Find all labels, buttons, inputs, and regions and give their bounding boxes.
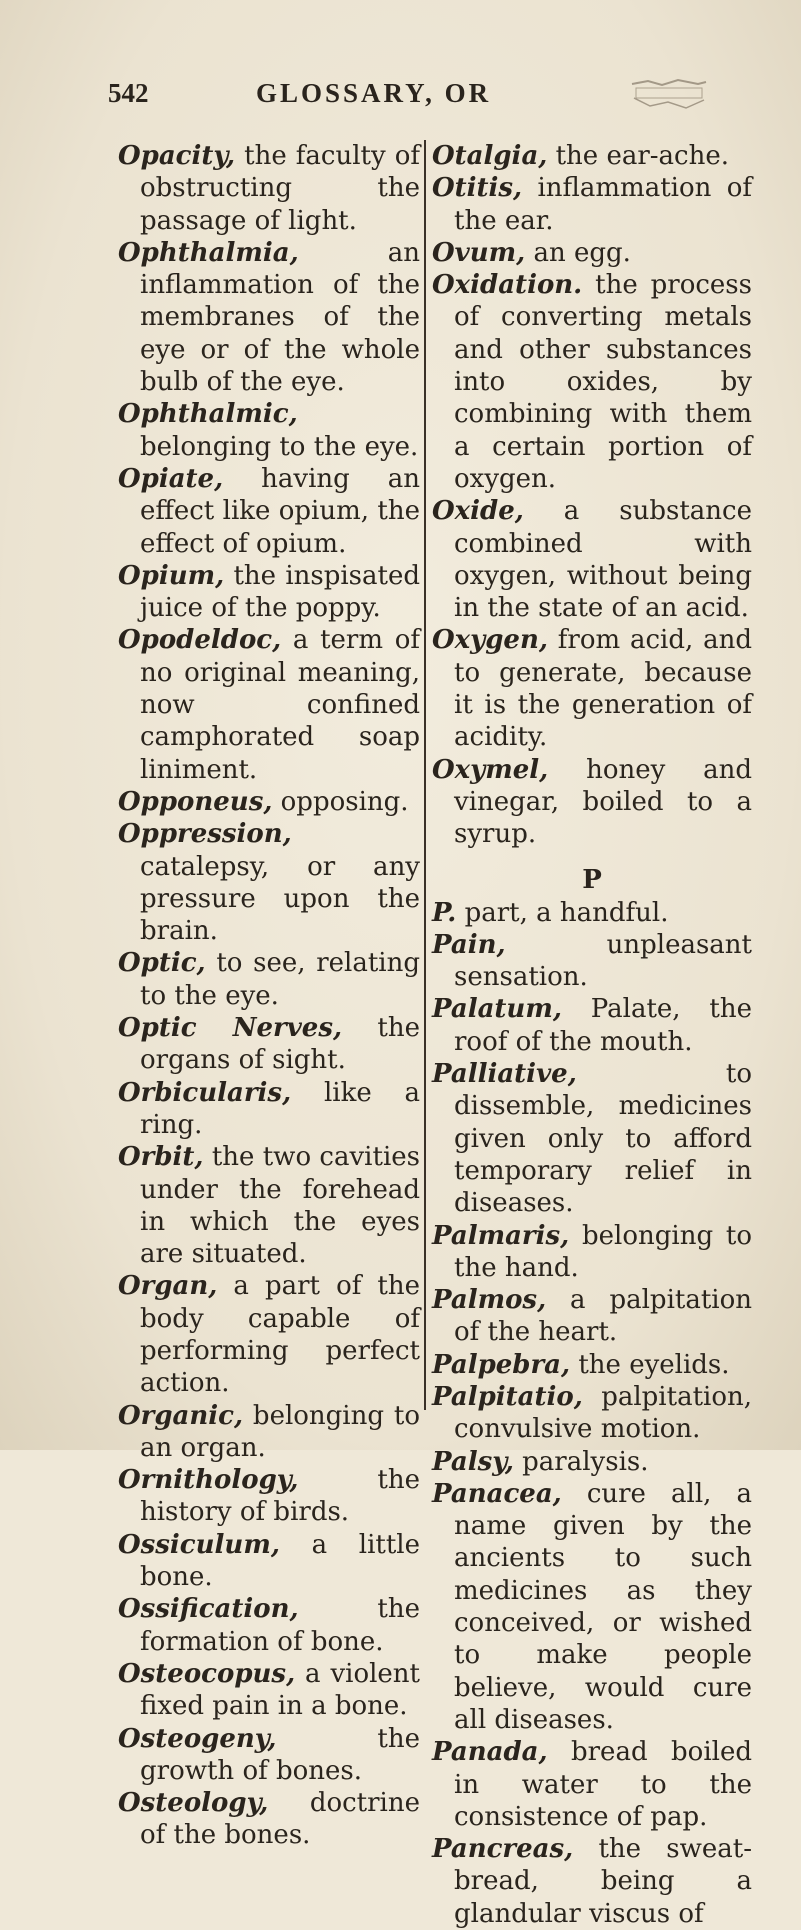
glossary-definition: a part of the body capable of performing perfect action. [140,1271,420,1399]
glossary-definition: palpitation, convulsive motion. [454,1381,752,1445]
glossary-term: Optic Nerves, [118,1013,343,1044]
glossary-definition: opposing. [280,786,409,817]
glossary-definition: the two cavities under the forehead in which the eyes are situated. [140,1142,420,1270]
glossary-entry [118,1593,420,1658]
glossary-entry [118,463,420,560]
glossary-entry [118,1400,420,1465]
glossary-definition: to dissemble, medicines given only to afford temporary relief in diseases. [454,1059,752,1219]
glossary-entry [118,1658,420,1723]
glossary-term: Opiate, [118,463,224,494]
page-number: 542 [108,78,149,108]
glossary-term: Otitis, [432,173,523,204]
right-column [432,140,753,1929]
glossary-definition: paralysis. [522,1446,649,1477]
glossary-entry [432,1833,752,1930]
glossary-definition: belonging to an organ. [140,1400,420,1463]
glossary-term: Organ, [118,1271,218,1302]
glossary-term: Palmos, [432,1285,547,1316]
glossary-term: Panada, [432,1737,548,1768]
glossary-term: Panacea, [432,1478,562,1509]
glossary-entry [432,1058,752,1219]
glossary-entry [118,786,420,818]
glossary-entry [432,754,752,851]
glossary-definition: cure all, a name given by the ancients to such medicines as they conceived, or wished to make people believe, would cure all diseases. [454,1478,752,1735]
glossary-definition: a palpitation of the heart. [454,1285,752,1348]
glossary-entry [432,1349,752,1381]
glossary-term: Opacity, [118,141,236,171]
glossary-term: Oxymel, [432,754,549,785]
running-head: GLOSSARY, OR [256,78,492,108]
glossary-definition: an inflammation of the membranes of the eye or of the whole bulb of the eye. [140,237,420,398]
glossary-definition: doctrine of the bones. [140,1788,420,1851]
glossary-entry [118,818,420,947]
glossary-definition: belonging to the eye. [140,431,419,462]
right-column-p-entries [432,897,752,1930]
glossary-definition: the inspisated juice of the poppy. [140,560,420,624]
glossary-definition: the sweat-bread, being a glandular viscus of [454,1834,752,1929]
glossary-entry [118,624,420,785]
glossary-entry [118,1464,420,1529]
glossary-entry [432,140,752,172]
page-header [108,78,748,128]
glossary-term: Opium, [118,560,225,591]
glossary-term: Osteocopus, [118,1658,296,1689]
glossary-entry [118,1787,420,1852]
glossary-definition: a violent fixed pain in a bone. [140,1658,420,1722]
glossary-term: Orbicularis, [118,1077,292,1108]
glossary-entry [118,947,420,1012]
glossary-entry [118,1141,420,1270]
glossary-definition: from acid, and to generate, because it is the generation of acidity. [454,625,752,753]
glossary-definition: a term of no original meaning, now confined camphorated soap liniment. [140,625,420,785]
glossary-definition: a little bone. [140,1529,420,1593]
glossary-term: Pain, [432,929,506,960]
glossary-entry [118,1077,420,1142]
glossary-definition: bread boiled in water to the consistence of pap. [454,1737,752,1832]
glossary-definition: the faculty of obstructing the passage of light. [140,141,420,236]
glossary-term: Ossification, [118,1594,299,1625]
glossary-definition: an egg. [533,237,631,268]
glossary-entry [432,993,752,1058]
glossary-term: Ophthalmic, [118,399,298,430]
glossary-term: Organic, [118,1400,244,1431]
glossary-term: Palatum, [432,994,562,1025]
glossary-definition: the organs of sight. [140,1013,420,1076]
glossary-term: Ornithology, [118,1465,299,1496]
glossary-definition: the ear-ache. [555,141,730,171]
glossary-entry [118,1012,420,1077]
glossary-term: Palpitatio, [432,1381,583,1412]
glossary-term: Otalgia, [432,141,548,171]
glossary-entry [432,495,752,624]
glossary-term: Oxidation. [432,270,583,301]
library-stamp-mark [628,76,710,114]
left-column [118,140,421,1851]
glossary-definition: a substance combined with oxygen, without being in the state of an acid. [454,496,752,624]
glossary-term: Opodeldoc, [118,625,282,656]
section-letter-p: P [582,864,602,895]
glossary-term: Osteology, [118,1788,269,1819]
glossary-entry [432,237,752,269]
glossary-term: Opponeus, [118,786,273,817]
glossary-entry [432,1736,752,1833]
glossary-term: Orbit, [118,1142,204,1173]
glossary-definition: the history of birds. [140,1465,420,1528]
glossary-entry [118,1529,420,1594]
glossary-definition: inflammation of the ear. [454,173,752,236]
glossary-entry [432,1478,752,1736]
glossary-definition: catalepsy, or any pressure upon the brain. [140,851,420,947]
glossary-term: Ophthalmia, [118,237,299,268]
glossary-term: Oppression, [118,819,292,850]
glossary-term: Osteogeny, [118,1723,277,1754]
glossary-definition: the eyelids. [578,1349,730,1380]
right-column-o-entries [432,140,752,851]
glossary-definition: part, a handful. [464,897,669,928]
glossary-term: Palpebra, [432,1349,571,1380]
glossary-entry [432,1446,752,1478]
glossary-entry [432,929,752,994]
glossary-entry [432,1220,752,1285]
glossary-entry [118,237,420,398]
glossary-entry [118,1270,420,1399]
glossary-definition: having an effect like opium, the effect of opium. [140,463,421,559]
glossary-entry [432,172,752,237]
glossary-term: Pancreas, [432,1834,574,1865]
glossary-entry [118,560,420,625]
glossary-term: Palsy, [432,1446,514,1477]
glossary-entry [118,1723,420,1788]
column-divider [424,140,426,1410]
glossary-term: Palliative, [432,1059,577,1090]
glossary-term: Oxide, [432,496,524,527]
glossary-definition: the process of converting metals and other substances into oxides, by combining with them a certain portion of oxygen. [454,270,752,494]
glossary-definition: belonging to the hand. [454,1220,752,1283]
glossary-term: Oxygen, [432,625,548,656]
glossary-term: Ovum, [432,237,526,268]
glossary-entry [118,140,420,237]
glossary-entry [432,1284,752,1349]
glossary-entry [432,1381,752,1446]
glossary-definition: to see, relating to the eye. [140,948,421,1011]
glossary-term: Palmaris, [432,1220,570,1251]
glossary-entry [432,624,752,753]
glossary-definition: the growth of bones. [140,1723,420,1786]
glossary-definition: honey and vinegar, boiled to a syrup. [454,754,753,850]
glossary-entry [432,897,752,929]
glossary-definition: the formation of bone. [140,1594,420,1657]
glossary-term: P. [432,897,457,928]
glossary-definition: Palate, the roof of the mouth. [454,994,753,1057]
glossary-definition: like a ring. [140,1077,420,1140]
glossary-entry [118,398,420,463]
glossary-term: Optic, [118,948,206,979]
glossary-term: Ossiculum, [118,1529,280,1560]
glossary-entry [432,269,752,495]
glossary-definition: unpleasant sensation. [454,929,752,993]
